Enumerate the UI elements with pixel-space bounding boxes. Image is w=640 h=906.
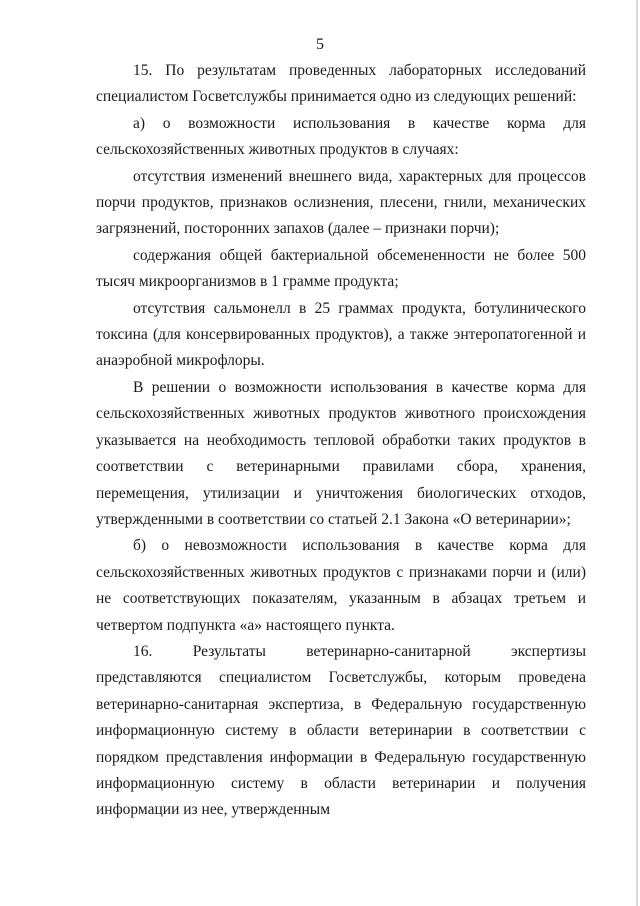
paragraph-15-a-3: отсутствия сальмонелл в 25 граммах продукта, ботулинического токсина (для консервированных продуктов), а также энтеропатогенной и анаэробной микрофлоры. (96, 299, 586, 370)
paragraph-15-a-1: отсутствия изменений внешнего вида, характерных для процессов порчи продуктов, признаков ослизнения, плесени, гнили, механических загрязнений, посторонних запахов (далее – признаки порчи); (96, 167, 586, 238)
page-number: 5 (316, 36, 324, 53)
page-edge-line (636, 0, 638, 906)
paragraph-15-b: б) о невозможности использования в качестве корма для сельскохозяйственных животных продуктов с признаками порчи и (или) не соответствующих показателям, указанным в абзацах третьем и четвертом подпункта «а» настоящего пункта. (96, 537, 586, 634)
paragraph-15-a-2: содержания общей бактериальной обсемененности не более 500 тысяч микроорганизмов в 1 грамме продукта; (96, 246, 586, 291)
paragraph-15-decision: В решении о возможности использования в качестве корма для сельскохозяйственных животных продуктов животного происхождения указывается на необходимость тепловой обработки таких продуктов в соответствии с ветеринарными правилами сбора, хранения, перемещения, утилизации и уничтожения биологических отходов, утвержденными в соответствии со статьей 2.1 Закона «О ветеринарии»; (96, 378, 586, 528)
paragraph-15-a: а) о возможности использования в качестве корма для сельскохозяйственных животных продуктов в случаях: (96, 114, 586, 159)
paragraph-16: 16. Результаты ветеринарно-санитарной экспертизы представляются специалистом Госветслужбы, которым проведена ветеринарно-санитарная экспертиза, в Федеральную государственную информационную систему в области ветеринарии в соответствии с порядком представления информации в Федеральную государственную информационную систему в области ветеринарии и получения информации из нее, утвержденным (96, 642, 586, 819)
paragraph-15: 15. По результатам проведенных лабораторных исследований специалистом Госветслужбы принимается одно из следующих решений: (96, 62, 586, 106)
document-body (96, 58, 586, 824)
